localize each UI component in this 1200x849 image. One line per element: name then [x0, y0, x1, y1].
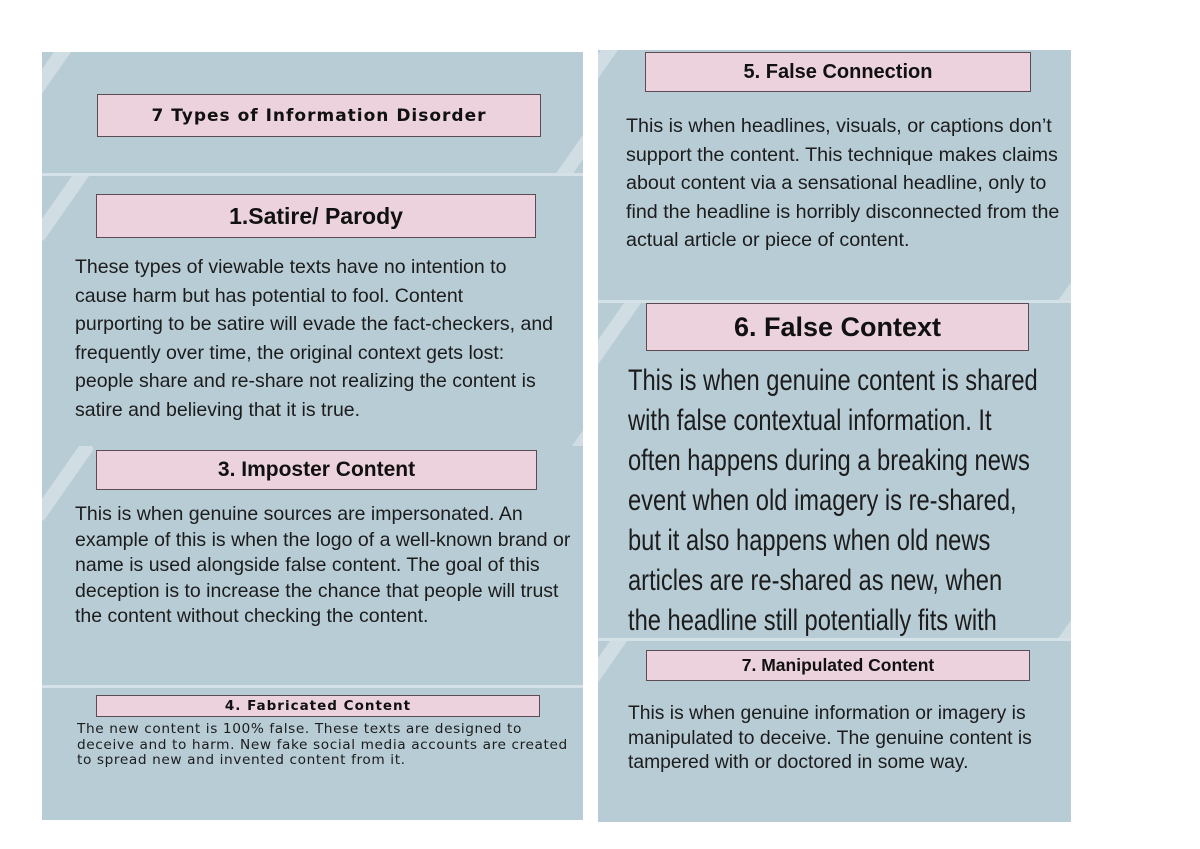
decorative-streak — [598, 50, 645, 86]
false-context-heading: 6. False Context — [646, 303, 1029, 351]
false-connection-panel — [598, 50, 1071, 300]
false-connection-heading: 5. False Connection — [645, 52, 1031, 92]
satire-heading: 1.Satire/ Parody — [96, 194, 536, 238]
decorative-streak — [1028, 269, 1071, 300]
title-panel — [42, 52, 583, 174]
false-context-panel — [598, 303, 1071, 638]
page-title: 7 Types of Information Disorder — [97, 94, 541, 137]
manipulated-panel — [598, 641, 1071, 822]
decorative-streak — [598, 641, 647, 687]
decorative-streak — [537, 126, 583, 174]
satire-panel — [42, 176, 583, 446]
false-context-body: This is when genuine content is shared with false contextual information. It often happens during a breaking news event when old imagery is re-shared, but it also happens when old news articles are re-shared as new, when the headline still potentially fits with — [628, 364, 1038, 637]
manipulated-heading: 7. Manipulated Content — [646, 650, 1030, 681]
decorative-streak — [598, 303, 647, 369]
decorative-streak — [42, 176, 95, 242]
imposter-body: This is when genuine sources are impersonated. An example of this is when the logo of a well-known brand or name is used alongside false content. The goal of this deception is to increase the chance that people will trust the content without checking the content. — [75, 503, 571, 628]
imposter-panel — [42, 446, 583, 686]
fabricated-heading: 4. Fabricated Content — [96, 695, 540, 717]
fabricated-body: The new content is 100% false. These texts are designed to deceive and to harm. New fake social media accounts are created to spread new and invented content from it. — [77, 721, 568, 769]
false-connection-body: This is when headlines, visuals, or captions don’t support the content. This technique makes claims about content via a sensational headline, only to find the headline is horribly disconnected from the actual article or piece of content. — [626, 115, 1060, 251]
fabricated-panel — [42, 688, 583, 820]
imposter-heading: 3. Imposter Content — [96, 450, 537, 490]
manipulated-body: This is when genuine information or imagery is manipulated to deceive. The genuine content is tampered with or doctored in some way. — [628, 703, 1032, 774]
decorative-streak — [42, 52, 91, 98]
satire-body: These types of viewable texts have no intention to cause harm but has potential to fool. Content purporting to be satire will evade the fact-checkers, and frequently over time, the original context gets lost: people share and re-share not realizing the content is satire and believing that it is true. — [75, 256, 554, 421]
